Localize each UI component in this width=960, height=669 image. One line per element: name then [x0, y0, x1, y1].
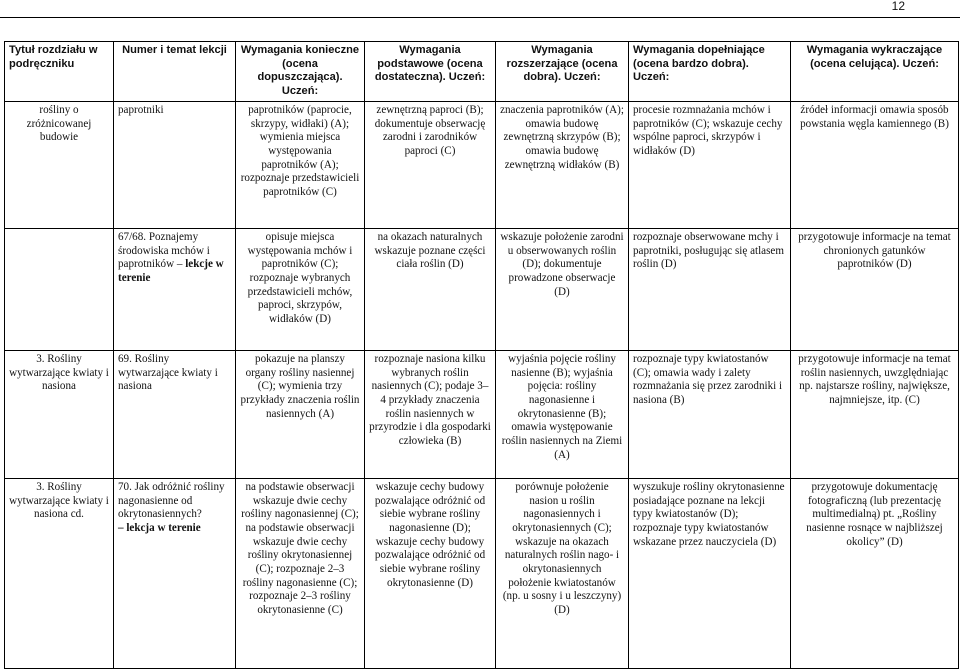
- chapter-cell: rośliny o zróżnicowanej budowie: [5, 101, 114, 228]
- lesson-cell: 69. Rośliny wytwarzające kwiaty i nasiona: [114, 350, 236, 478]
- header-req-extended: Wymagania rozszerzające (ocena dobra). Uczeń:: [496, 42, 629, 102]
- table-row: [5, 350, 959, 478]
- req-necessary-cell: pokazuje na planszy organy rośliny nasiennej (C); wymienia trzy przykłady znaczenia roślin nasiennych (A): [236, 350, 365, 478]
- req-exceeding-cell: przygotowuje informacje na temat roślin nasiennych, uwzględniając np. najstarsze rośliny, największe, najmniejsze, itp. (C): [791, 350, 959, 478]
- req-exceeding-cell: przygotowuje informacje na temat chronionych gatunków paprotników (D): [791, 228, 959, 350]
- header-req-complementary: Wymagania dopełniające (ocena bardzo dobra). Uczeń:: [629, 42, 791, 102]
- header-rule: [0, 17, 960, 18]
- header-row: [5, 42, 959, 102]
- header-lesson: Numer i temat lekcji: [114, 42, 236, 102]
- lesson-cell: paprotniki: [114, 101, 236, 228]
- req-basic-cell: zewnętrzną paproci (B); dokumentuje obserwację zarodni i zarodników paproci (C): [365, 101, 496, 228]
- req-necessary-cell: paprotników (paprocie, skrzypy, widłaki) (A); wymienia miejsca występowania paprotników (A); rozpoznaje przedstawicieli paprotników (C): [236, 101, 365, 228]
- chapter-cell: 3. Rośliny wytwarzające kwiaty i nasiona cd.: [5, 478, 114, 668]
- lesson-cell: [114, 228, 236, 350]
- req-extended-cell: porównuje położenie nasion u roślin nagonasiennych i okrytonasiennych (C); wskazuje na okazach naturalnych roślin nago- i okrytonasiennych położenie kwiatostanów (np. u sosny i u leszczyny) (D): [496, 478, 629, 668]
- req-basic-cell: rozpoznaje nasiona kilku wybranych roślin nasiennych (C); podaje 3–4 przykłady znaczenia roślin nasiennych w przyrodzie i dla gospodarki człowieka (B): [365, 350, 496, 478]
- req-extended-cell: znaczenia paprotników (A); omawia budowę zewnętrzną skrzypów (B); omawia budowę zewnętrzną widłaków (B): [496, 101, 629, 228]
- req-basic-cell: na okazach naturalnych wskazuje poznane części ciała roślin (D): [365, 228, 496, 350]
- page-number: 12: [891, 0, 905, 13]
- header-chapter: Tytuł rozdziału w podręczniku: [5, 42, 114, 102]
- lesson-note: lekcje w terenie: [118, 258, 224, 284]
- table-row: [5, 478, 959, 668]
- chapter-cell: [5, 228, 114, 350]
- lesson-cell: [114, 478, 236, 668]
- header-req-basic: Wymagania podstawowe (ocena dostateczna). Uczeń:: [365, 42, 496, 102]
- header-req-exceeding: Wymagania wykraczające (ocena celująca). Uczeń:: [791, 42, 959, 102]
- req-extended-cell: wskazuje położenie zarodni u obserwowanych roślin (D); dokumentuje prowadzone obserwacje (D): [496, 228, 629, 350]
- req-extended-cell: wyjaśnia pojęcie rośliny nasienne (B); wyjaśnia pojęcia: rośliny nagonasienne i okrytonasienne (B); omawia występowanie roślin nasiennych na Ziemi (A): [496, 350, 629, 478]
- table-row: [5, 101, 959, 228]
- lesson-note: – lekcja w terenie: [118, 522, 201, 534]
- req-necessary-cell: na podstawie obserwacji wskazuje dwie cechy rośliny nagonasiennej (C); na podstawie obserwacji wskazuje dwie cechy rośliny okrytonasiennej (C); rozpoznaje 2–3 rośliny nagonasienne (C); rozpoznaje 2–3 rośliny okrytonasienne (C): [236, 478, 365, 668]
- req-basic-cell: wskazuje cechy budowy pozwalające odróżnić od siebie wybrane rośliny nagonasienne (D); wskazuje cechy budowy pozwalające odróżnić od siebie wybrane rośliny okrytonasienne (D): [365, 478, 496, 668]
- req-complementary-cell: rozpoznaje obserwowane mchy i paprotniki, posługując się atlasem roślin (D): [629, 228, 791, 350]
- req-complementary-cell: procesie rozmnażania mchów i paprotników (C); wskazuje cechy wspólne paproci, skrzypów i widłaków (D): [629, 101, 791, 228]
- req-exceeding-cell: przygotowuje dokumentację fotograficzną (lub prezentację multimedialną) pt. „Rośliny nasienne rosnące w najbliższej okolicy” (D): [791, 478, 959, 668]
- req-complementary-cell: wyszukuje rośliny okrytonasienne posiadające poznane na lekcji typy kwiatostanów (D); rozpoznaje typy kwiatostanów wskazane przez nauczyciela (D): [629, 478, 791, 668]
- req-necessary-cell: opisuje miejsca występowania mchów i paprotników (C); rozpoznaje wybranych przedstawicieli mchów, paproci, skrzypów, widłaków (D): [236, 228, 365, 350]
- lesson-title: 67/68. Poznajemy środowiska mchów i paprotników –: [118, 230, 210, 271]
- table-row: [5, 228, 959, 350]
- header-req-necessary: Wymagania konieczne (ocena dopuszczająca). Uczeń:: [236, 42, 365, 102]
- lesson-title: 70. Jak odróżnić rośliny nagonasienne od okrytonasiennych?: [118, 480, 225, 521]
- requirements-table: [4, 41, 959, 669]
- chapter-cell: 3. Rośliny wytwarzające kwiaty i nasiona: [5, 350, 114, 478]
- req-exceeding-cell: źródeł informacji omawia sposób powstania węgla kamiennego (B): [791, 101, 959, 228]
- req-complementary-cell: rozpoznaje typy kwiatostanów (C); omawia wady i zalety rozmnażania się przez zarodniki i nasiona (B): [629, 350, 791, 478]
